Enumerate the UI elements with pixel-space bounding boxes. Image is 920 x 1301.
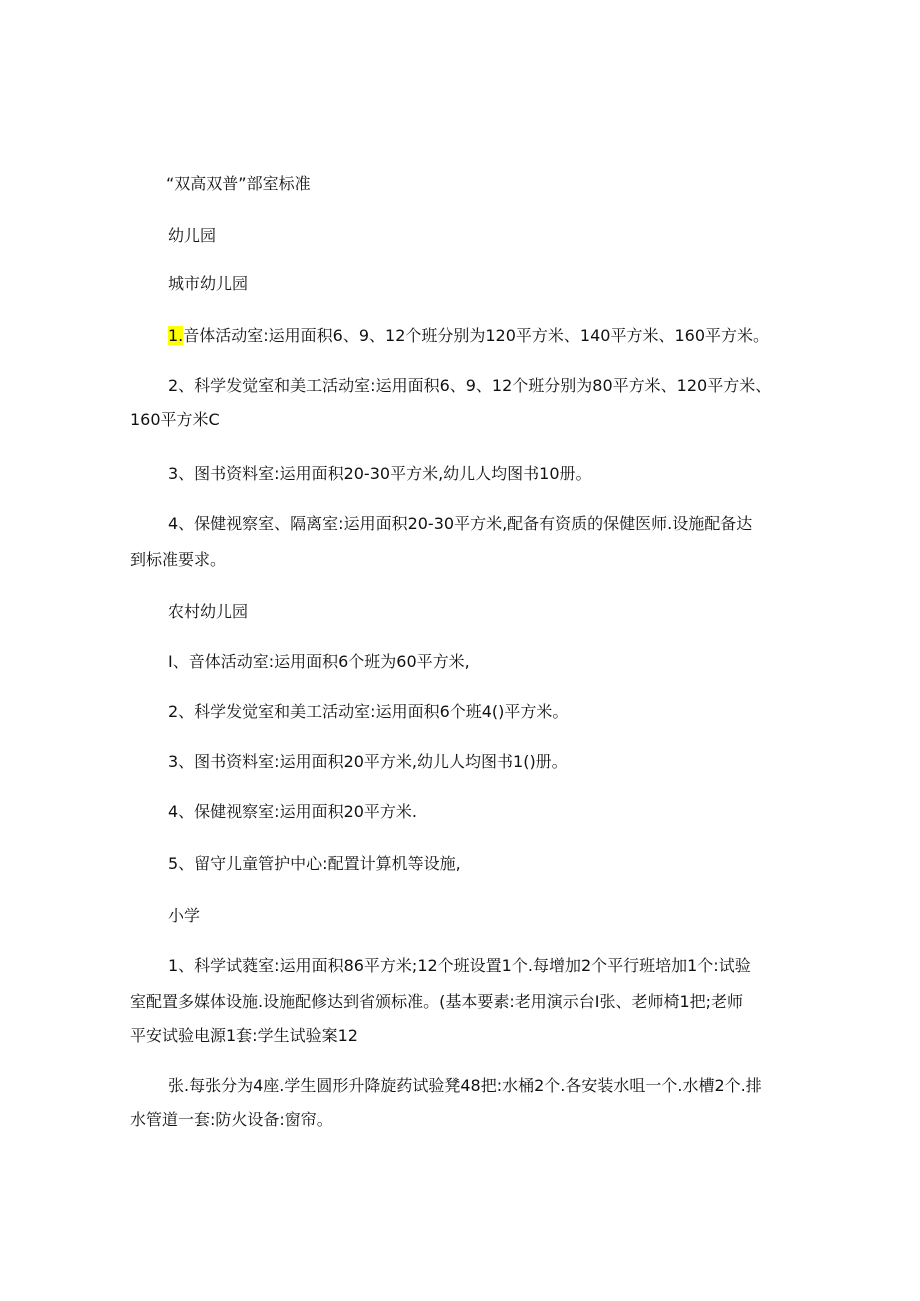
rural-item-3: 3、图书资料室:运用面积20平方米,幼儿人均图书1()册。 [168,752,568,771]
primary-item-1-cont-line-2: 水管道一套:防火设备:窗帘。 [130,1110,333,1129]
city-item-2-line-2: 160平方米C [130,410,220,429]
rural-item-2: 2、科学发觉室和美工活动室:运用面积6个班4()平方米。 [168,702,569,721]
primary-item-1-line-1: 1、科学试蕤室:运用面积86平方米;12个班设置1个.每增加2个平行班培加1个:试验 [168,956,751,975]
document-title: “双高双普”部室标准 [166,174,311,193]
section-heading-primary-school: 小学 [168,906,201,925]
city-item-1-text: 音体活动室:运用面积6、9、12个班分别为120平方米、140平方米、160平方米。 [183,326,769,345]
section-heading-kindergarten: 幼儿园 [168,226,217,245]
city-item-4-line-1: 4、保健视察室、隔离室:运用面积20-30平方米,配备有资质的保健医师.设施配备达 [168,514,753,533]
subheading-city-kindergarten: 城市幼儿园 [168,274,249,293]
rural-item-1: I、音体活动室:运用面积6个班为60平方米, [168,652,470,671]
rural-item-4: 4、保健视察室:运用面积20平方米. [168,802,418,821]
list-number-highlighted: 1. [168,326,184,345]
city-item-3: 3、图书资料室:运用面积20-30平方米,幼儿人均图书10册。 [168,464,592,483]
city-item-4-line-2: 到标准要求。 [130,550,227,569]
rural-item-5: 5、留守儿童管护中心:配置计算机等设施, [168,854,461,873]
primary-item-1-cont-line-1: 张.每张分为4座.学生圆形升降旋药试验凳48把:水桶2个.各安装水咀一个.水槽2个.排 [168,1076,762,1095]
primary-item-1-line-3: 平安试验电源1套:学生试验案12 [130,1026,358,1045]
city-item-2-line-1: 2、科学发觉室和美工活动室:运用面积6、9、12个班分别为80平方米、120平方米、 [168,376,772,395]
subheading-rural-kindergarten: 农村幼儿园 [168,602,249,621]
primary-item-1-line-2: 室配置多媒体设施.设施配修达到省颁标准。(基本要素:老用演示台I张、老师椅1把;老师 [130,992,744,1011]
city-item-1 [168,326,769,346]
